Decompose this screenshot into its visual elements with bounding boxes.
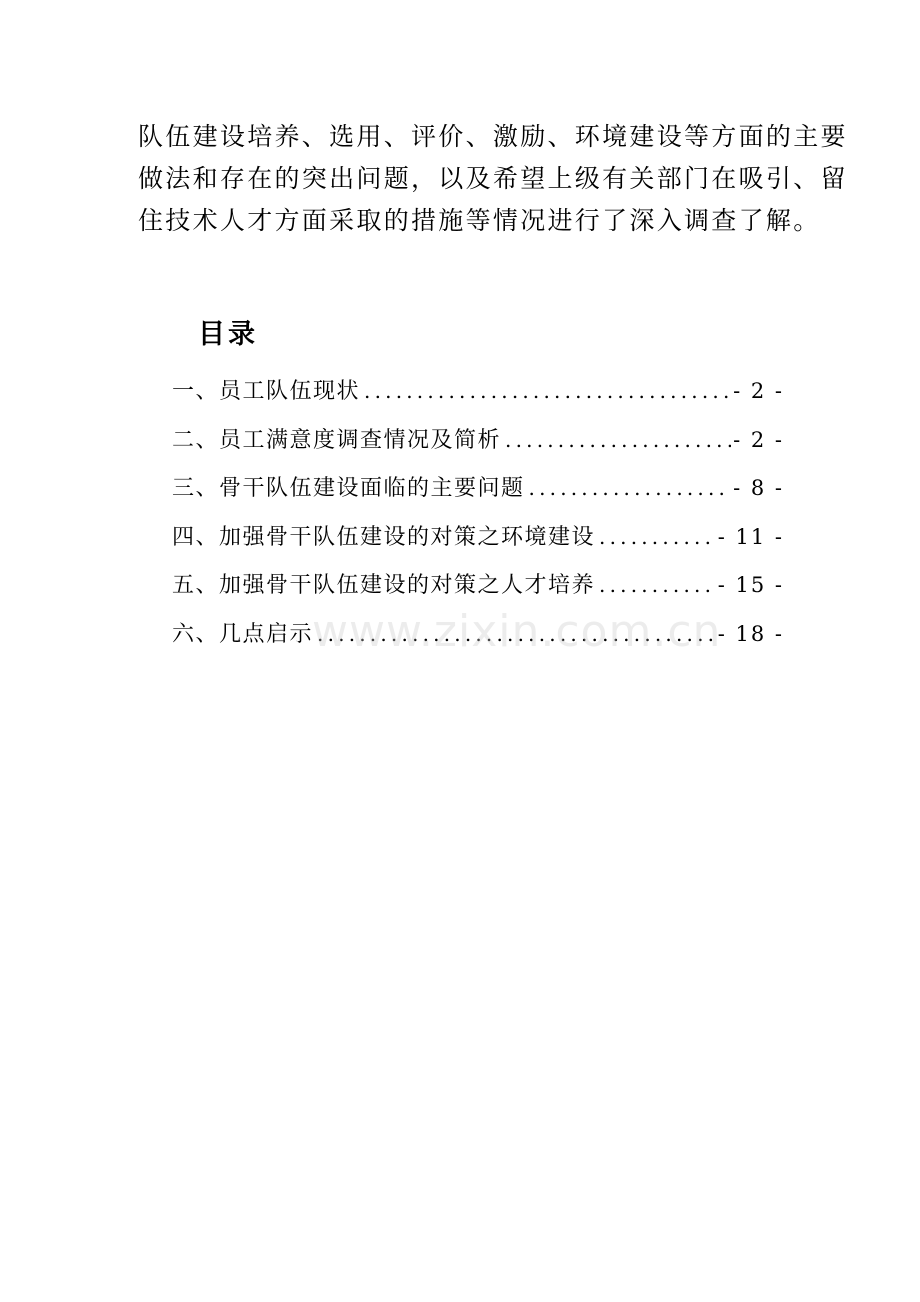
toc-entry[interactable] [172, 568, 784, 617]
toc-page-number: - 8 - [733, 476, 784, 500]
toc-entry[interactable] [172, 471, 784, 520]
toc-entry-text: 六、几点启示 [172, 621, 314, 647]
toc-entry[interactable] [172, 374, 784, 423]
toc-entry-text: 二、员工满意度调查情况及简析 [172, 427, 502, 453]
toc-leader-dots [599, 573, 716, 597]
toc-entry[interactable] [172, 520, 784, 569]
toc-entry-text: 一、员工队伍现状 [172, 379, 361, 404]
toc-entry[interactable] [172, 617, 784, 666]
toc-entry-text: 三、骨干队伍建设面临的主要问题 [172, 476, 525, 501]
toc-page-number: - 2 - [733, 379, 784, 403]
toc-leader-dots [317, 622, 716, 646]
toc-entry-text: 四、加强骨干队伍建设的对策之环境建设 [172, 524, 596, 550]
toc-page-number: - 11 - [717, 524, 784, 549]
toc-page-number: - 15 - [717, 573, 784, 597]
toc-leader-dots [364, 379, 731, 403]
toc-leader-dots [529, 476, 732, 500]
toc-title: 目录 [198, 319, 258, 350]
toc-entry[interactable] [172, 423, 784, 472]
toc-leader-dots [505, 428, 731, 452]
watermark: www.zixin.com.cn [312, 606, 722, 657]
intro-line: 住技术人才方面采取的措施等情况进行了深入调查了解。 [138, 206, 821, 235]
toc-page-number: - 2 - [733, 427, 784, 452]
toc-entry-text: 五、加强骨干队伍建设的对策之人才培养 [172, 573, 596, 598]
toc-leader-dots [599, 525, 716, 549]
table-of-contents [172, 374, 784, 665]
intro-line: 做法和存在的突出问题，以及希望上级有关部门在吸引、留 [138, 164, 848, 193]
intro-paragraph [138, 116, 848, 242]
intro-line: 队伍建设培养、选用、评价、激励、环境建设等方面的主要 [138, 122, 848, 151]
toc-page-number: - 18 - [717, 621, 784, 646]
